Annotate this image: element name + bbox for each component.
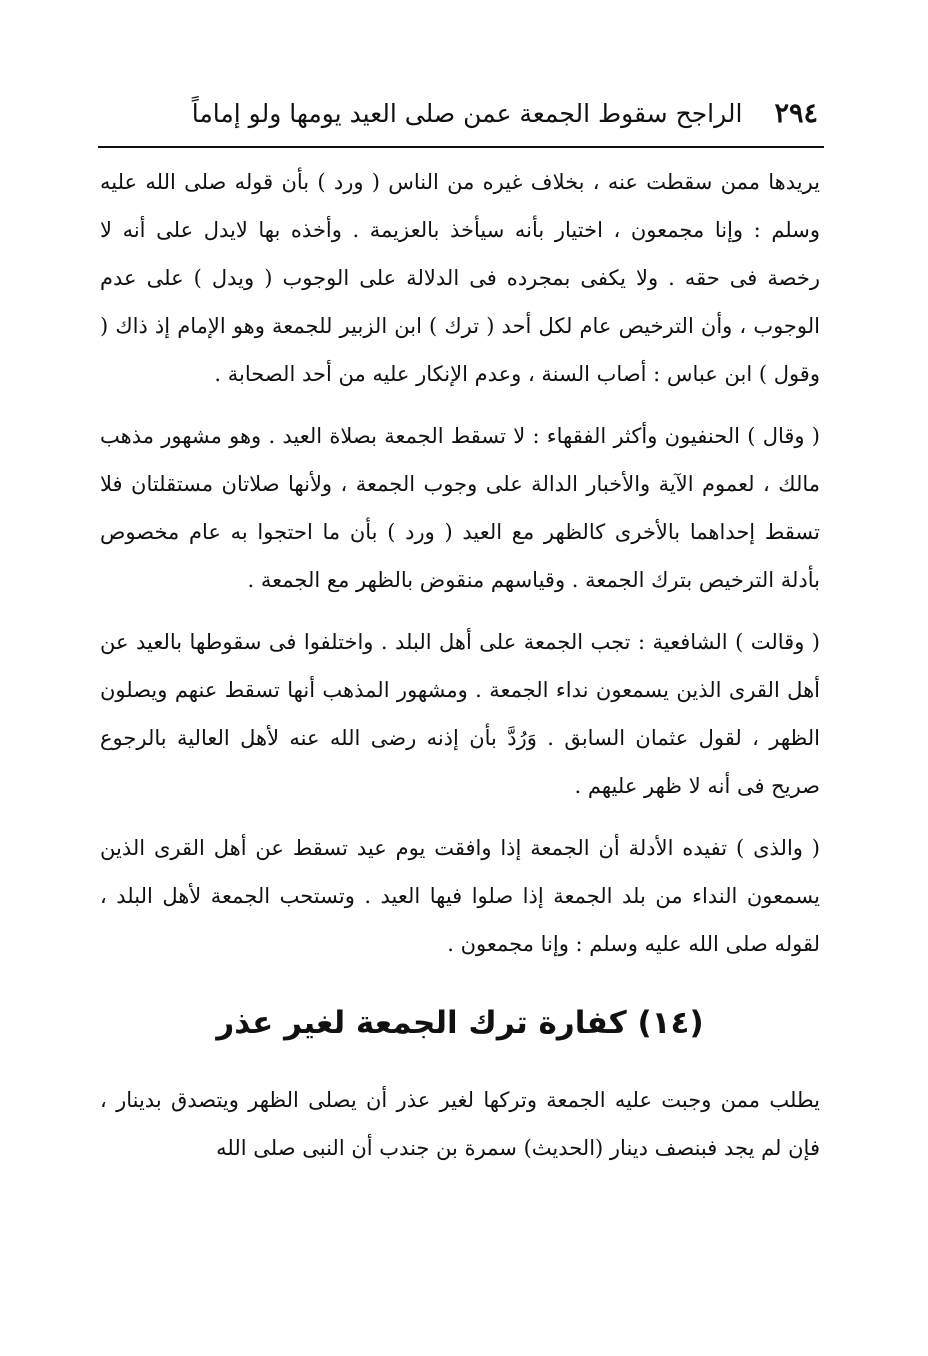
running-title: الراجح سقوط الجمعة عمن صلى العيد يومها ولو إماماً xyxy=(191,98,743,128)
body-text xyxy=(100,158,820,1172)
section-heading: (١٤) كفارة ترك الجمعة لغير عذر xyxy=(216,1005,704,1041)
running-head xyxy=(178,88,818,138)
paragraph-4: ( والذى ) تفيده الأدلة أن الجمعة إذا وافقت يوم عيد تسقط عن أهل القرى الذين يسمعون النداء من بلد الجمعة إذا صلوا فيها العيد . وتستحب الجمعة لأهل البلد ، لقوله صلى الله عليه وسلم : وإنا مجمعون . xyxy=(100,836,820,956)
page-number: ٢٩٤ xyxy=(774,97,818,129)
paragraph-1: يريدها ممن سقطت عنه ، بخلاف غيره من الناس ( ورد ) بأن قوله صلى الله عليه وسلم : وإنا مجمعون ، اختيار بأنه سيأخذ بالعزيمة . وأخذه بها لايدل على أنه لا رخصة فى حقه . ولا يكفى بمجرده فى الدلالة على الوجوب ( ويدل ) على عدم الوجوب ، وأن الترخيص عام لكل أحد ( ترك ) ابن الزبير للجمعة وهو الإمام إذ ذاك ( وقول ) ابن عباس : أصاب السنة ، وعدم الإنكار عليه من أحد الصحابة . xyxy=(100,170,820,386)
paragraph-3: ( وقالت ) الشافعية : تجب الجمعة على أهل البلد . واختلفوا فى سقوطها بالعيد عن أهل القرى الذين يسمعون نداء الجمعة . ومشهور المذهب أنها تسقط عنهم ويصلون الظهر ، لقول عثمان السابق . وَرُدَّ بأن إذنه رضى الله عنه لأهل العالية بالرجوع صريح فى أنه لا ظهر عليهم . xyxy=(100,630,820,798)
paragraph-5: يطلب ممن وجبت عليه الجمعة وتركها لغير عذر أن يصلى الظهر ويتصدق بدينار ، فإن لم يجد فبنصف دينار (الحديث) سمرة بن جندب أن النبى صلى الله xyxy=(100,1088,820,1160)
header-divider xyxy=(98,146,824,148)
paragraph-2: ( وقال ) الحنفيون وأكثر الفقهاء : لا تسقط الجمعة بصلاة العيد . وهو مشهور مذهب مالك ، لعموم الآية والأخبار الدالة على وجوب الجمعة ، ولأنها صلاتان مستقلتان فلا تسقط إحداهما بالأخرى كالظهر مع العيد ( ورد ) بأن ما احتجوا به عام مخصوص بأدلة الترخيص بترك الجمعة . وقياسهم منقوض بالظهر مع الجمعة . xyxy=(100,424,820,592)
